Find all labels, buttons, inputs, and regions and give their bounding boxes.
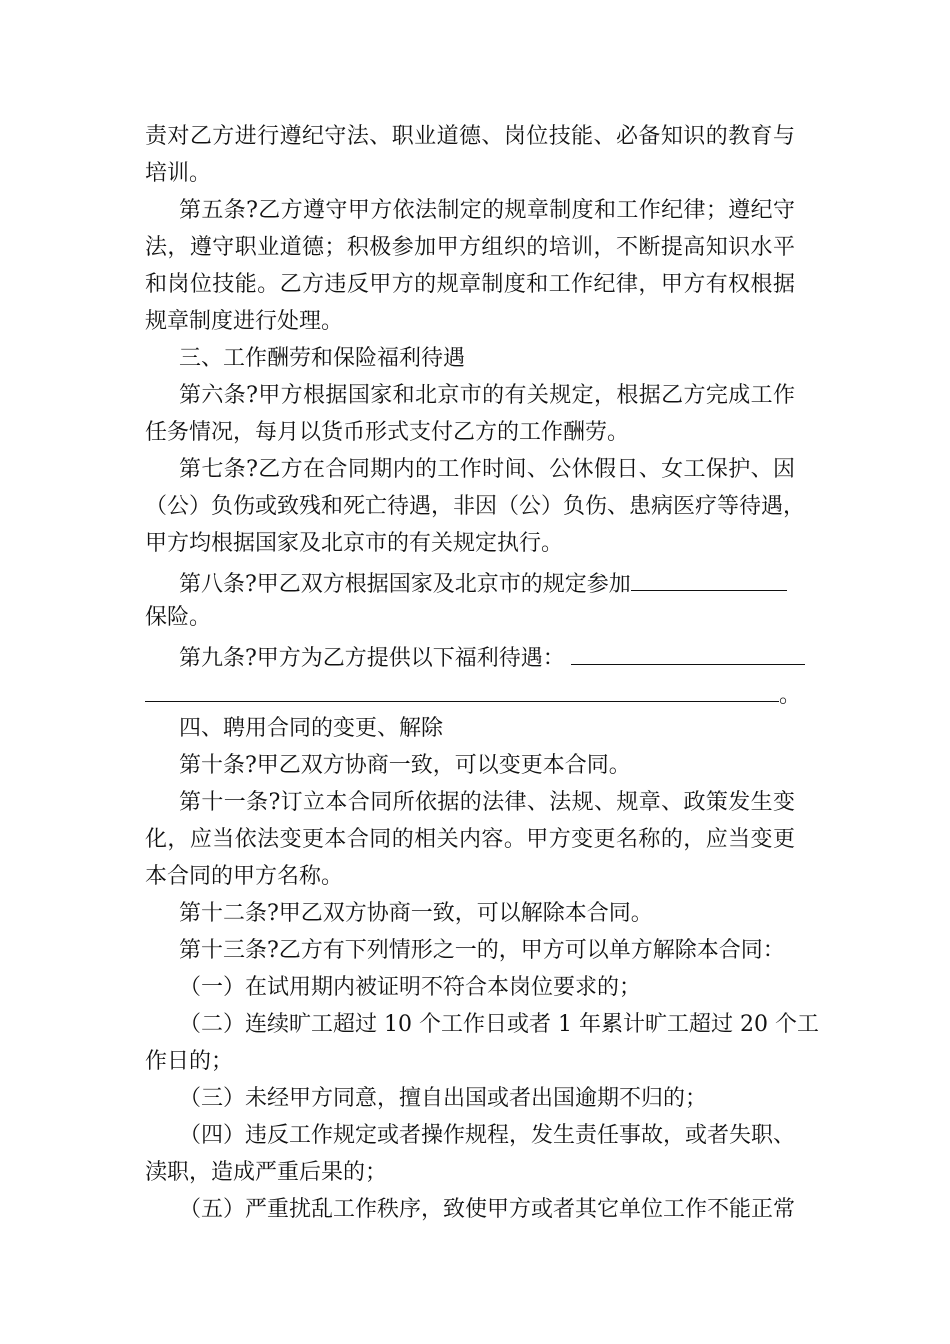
clause-4: （四）违反工作规定或者操作规程，发生责任事故，或者失职、 xyxy=(179,1123,796,1148)
clause-3: （三）未经甲方同意，擅自出国或者出国逾期不归的； xyxy=(179,1086,708,1111)
clause-1: （一）在试用期内被证明不符合本岗位要求的； xyxy=(179,975,642,1000)
text-line: 渎职，造成严重后果的； xyxy=(145,1160,388,1185)
section-heading-3: 三、工作酬劳和保险福利待遇 xyxy=(179,346,466,371)
period-mark: 。 xyxy=(779,683,802,708)
article-7: 第七条?乙方在合同期内的工作时间、公休假日、女工保护、因 xyxy=(179,457,795,482)
article-9-text: 第九条?甲方为乙方提供以下福利待遇： xyxy=(179,646,565,671)
insurance-blank-field[interactable] xyxy=(631,562,787,591)
text-line: 和岗位技能。乙方违反甲方的规章制度和工作纪律，甲方有权根据 xyxy=(145,272,795,297)
text-line: 法，遵守职业道德；积极参加甲方组织的培训，不断提高知识水平 xyxy=(145,235,795,260)
article-5: 第五条?乙方遵守甲方依法制定的规章制度和工作纪律；遵纪守 xyxy=(179,198,795,223)
article-13: 第十三条?乙方有下列情形之一的，甲方可以单方解除本合同： xyxy=(179,938,785,963)
text-line: 保险。 xyxy=(145,605,212,630)
text-line: 本合同的甲方名称。 xyxy=(145,864,344,889)
text-line: （公）负伤或致残和死亡待遇，非因（公）负伤、患病医疗等待遇， xyxy=(145,494,806,519)
benefits-blank-field-continued[interactable] xyxy=(145,673,779,702)
article-10: 第十条?甲乙双方协商一致，可以变更本合同。 xyxy=(179,753,631,778)
clause-5: （五）严重扰乱工作秩序，致使甲方或者其它单位工作不能正常 xyxy=(179,1197,796,1222)
contract-text-body xyxy=(145,118,819,1228)
article-12: 第十二条?甲乙双方协商一致，可以解除本合同。 xyxy=(179,901,653,926)
text-line: 作日的； xyxy=(145,1049,234,1074)
text-line: 任务情况，每月以货币形式支付乙方的工作酬劳。 xyxy=(145,420,630,445)
article-11: 第十一条?订立本合同所依据的法律、法规、规章、政策发生变 xyxy=(179,790,795,815)
text-line: 责对乙方进行遵纪守法、职业道德、岗位技能、必备知识的教育与 xyxy=(145,124,795,149)
clause-2: （二）连续旷工超过 10 个工作日或者 1 年累计旷工超过 20 个工 xyxy=(179,1012,819,1037)
article-8 xyxy=(145,562,810,599)
text-line: 规章制度进行处理。 xyxy=(145,309,344,334)
benefits-blank-field[interactable] xyxy=(571,636,805,665)
text-line: 培训。 xyxy=(145,161,212,186)
article-8-text: 第八条?甲乙双方根据国家及北京市的规定参加 xyxy=(179,572,631,597)
benefits-continuation-line xyxy=(145,673,810,710)
text-line: 化，应当依法变更本合同的相关内容。甲方变更名称的，应当变更 xyxy=(145,827,795,852)
text-line: 甲方均根据国家及北京市的有关规定执行。 xyxy=(145,531,564,556)
article-6: 第六条?甲方根据国家和北京市的有关规定，根据乙方完成工作 xyxy=(179,383,795,408)
section-heading-4: 四、聘用合同的变更、解除 xyxy=(179,716,444,741)
article-9 xyxy=(145,636,810,673)
